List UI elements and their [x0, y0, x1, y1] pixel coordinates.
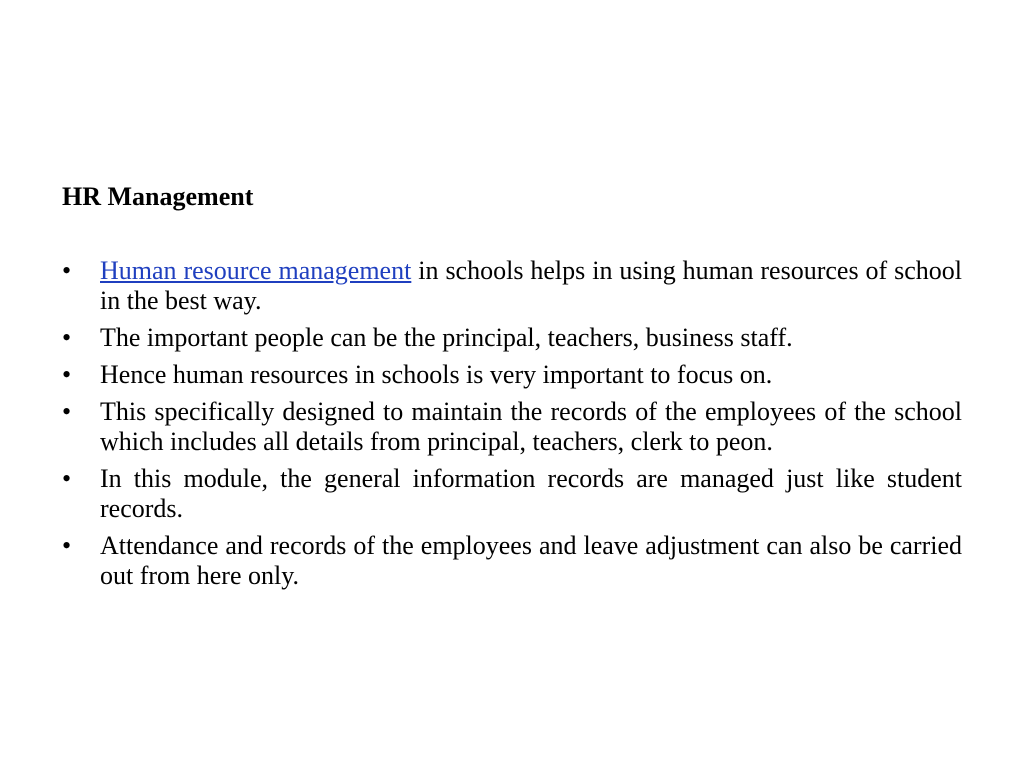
bullet-item — [62, 531, 962, 591]
bullet-text: Hence human resources in schools is very important to focus on. — [100, 360, 773, 389]
bullet-item — [62, 464, 962, 524]
bullet-text-rest: in schools helps in using human resources of school in the best way. — [100, 256, 962, 315]
hr-management-link[interactable]: Human resource management — [100, 256, 412, 285]
bullet-item — [62, 323, 962, 353]
bullet-icon: • — [62, 531, 72, 560]
bullet-text: The important people can be the principal, teachers, business staff. — [100, 323, 793, 352]
bullet-text: This specifically designed to maintain the records of the employees of the school which includes all details from principal, teachers, clerk to peon. — [100, 397, 962, 456]
bullet-icon: • — [62, 360, 72, 389]
bullet-item — [62, 256, 962, 316]
bullet-list — [62, 256, 962, 598]
bullet-text — [100, 256, 962, 315]
bullet-item — [62, 360, 962, 390]
bullet-icon: • — [62, 397, 72, 426]
bullet-icon: • — [62, 256, 72, 285]
slide-title: HR Management — [62, 182, 254, 211]
bullet-icon: • — [62, 323, 72, 352]
bullet-icon: • — [62, 464, 72, 493]
bullet-item — [62, 397, 962, 457]
bullet-text: Attendance and records of the employees and leave adjustment can also be carried out from here only. — [100, 531, 962, 590]
bullet-text: In this module, the general information records are managed just like student records. — [100, 464, 962, 523]
